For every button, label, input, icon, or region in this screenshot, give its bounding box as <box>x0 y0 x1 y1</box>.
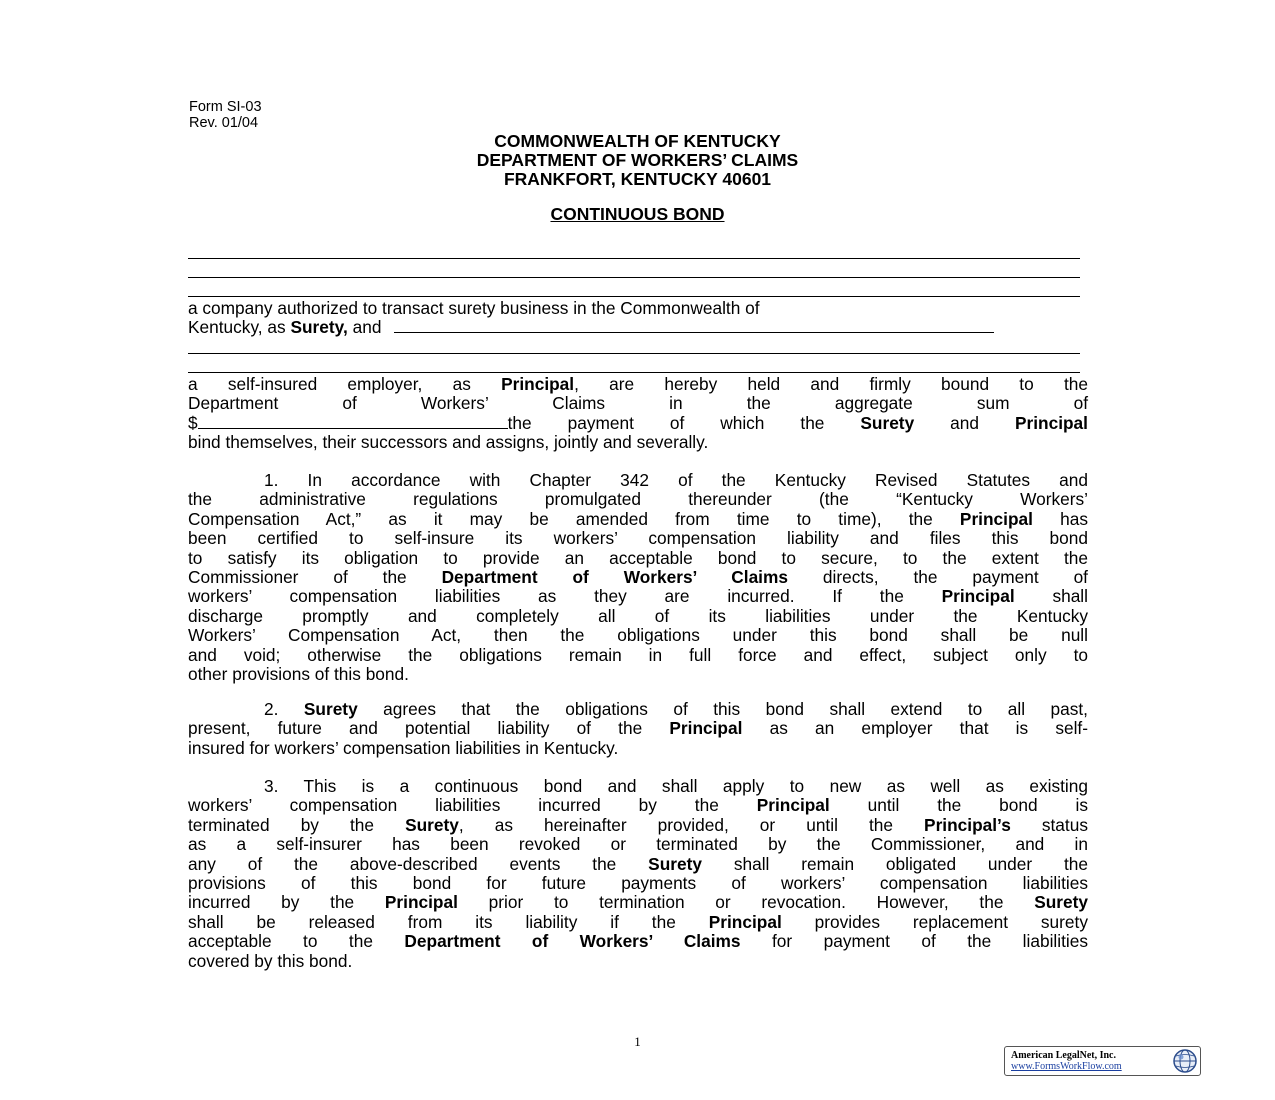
para3-text: status <box>1041 814 1088 835</box>
para3-line-7 <box>188 893 1088 912</box>
principal-name-line-1[interactable] <box>188 353 1080 354</box>
principal-clause-line-3 <box>188 414 1088 433</box>
para3-text: workers’ compensation liabilities incurred by the <box>188 795 719 816</box>
para3-line-5 <box>188 855 1088 874</box>
aggregate-sum-field[interactable] <box>198 428 508 429</box>
para2-number: 2. <box>264 699 279 719</box>
surety-name-line-2[interactable] <box>188 277 1080 278</box>
principal-term: Principal <box>756 795 830 816</box>
document-title: CONTINUOUS BOND <box>550 204 725 224</box>
para3-text: prior to termination or revocation. However, the <box>488 892 1004 913</box>
para2-line-1 <box>188 700 1088 719</box>
para1-text: shall <box>1052 586 1088 607</box>
form-revision: Rev. 01/04 <box>189 114 259 131</box>
form-number: Form SI-03 <box>189 99 262 115</box>
para3-line-9 <box>188 932 1088 951</box>
page-number: 1 <box>634 1034 641 1049</box>
para1-line-9: Workers’ Compensation Act, then the obligations under this bond shall be null <box>188 625 1088 646</box>
surety-name-line-1[interactable] <box>188 258 1080 259</box>
principal-name-field[interactable] <box>394 332 994 333</box>
surety-term: Surety, <box>290 317 348 338</box>
globe-icon <box>1172 1048 1198 1074</box>
badge-url-link[interactable]: www.FormsWorkFlow.com <box>1011 1061 1122 1072</box>
principal-clause <box>188 375 1088 453</box>
para1-line-2: the administrative regulations promulgated thereunder (the “Kentucky Workers’ <box>188 489 1088 510</box>
para3-text: for payment of the liabilities <box>771 931 1088 952</box>
para3-line-1: 3. This is a continuous bond and shall apply to new as well as existing <box>264 776 1088 796</box>
para3-line-4: as a self-insurer has been revoked or terminated by the Commissioner, and in <box>188 834 1088 855</box>
para3-line-2 <box>188 796 1088 815</box>
form-meta <box>189 100 262 131</box>
para2-text: present, future and potential liability of the <box>188 718 643 739</box>
para2-line-2 <box>188 719 1088 738</box>
para3-text: provides replacement surety <box>814 911 1088 932</box>
dollar-sign: $ <box>188 412 198 433</box>
para3-text: shall remain obligated under the <box>733 853 1088 874</box>
principal-term-2: Principal <box>1014 412 1088 433</box>
para3-text: shall be released from its liability if the <box>188 911 676 932</box>
principal-term: Principal <box>959 508 1033 529</box>
surety-term: Surety <box>303 699 358 719</box>
principal-name-line-2[interactable] <box>188 372 1080 373</box>
principal-term: Principal <box>708 911 782 932</box>
para3-text: , as hereinafter provided, or until the <box>458 814 893 835</box>
para1-text: has <box>1060 508 1088 529</box>
department-term: Department of Workers’ Claims <box>441 567 788 588</box>
principal-term: Principal <box>384 892 458 913</box>
para1-text: workers’ compensation liabilities as they are incurred. If the <box>188 586 904 607</box>
para3-text: acceptable to the <box>188 931 373 952</box>
surety-clause <box>188 299 1088 338</box>
surety-term: Surety <box>648 853 702 874</box>
legalnet-badge[interactable] <box>1004 1046 1201 1076</box>
paragraph-1 <box>188 471 1088 684</box>
heading-line-3: FRANKFORT, KENTUCKY 40601 <box>503 169 772 189</box>
paragraph-2 <box>188 700 1088 758</box>
para1-line-6 <box>188 568 1088 587</box>
para1-line-7 <box>188 587 1088 606</box>
para3-text: any of the above-described events the <box>188 853 617 874</box>
principal-term: Principal <box>669 718 743 739</box>
para1-line-5: to satisfy its obligation to provide an acceptable bond to secure, to the extent the <box>188 547 1088 568</box>
badge-company-name: American LegalNet, Inc. <box>1011 1050 1116 1061</box>
para2-text: agrees that the obligations of this bond shall extend to all past, <box>383 699 1088 719</box>
para3-line-3 <box>188 816 1088 835</box>
principal-clause-text: a self-insured employer, as <box>188 374 471 394</box>
paragraph-3 <box>188 777 1088 971</box>
para1-text: Commissioner of the <box>188 567 407 588</box>
para1-line-1: 1. In accordance with Chapter 342 of the Kentucky Revised Statutes and <box>264 470 1088 490</box>
para3-text: until the bond is <box>867 795 1088 816</box>
para1-line-10: and void; otherwise the obligations remain in full force and effect, subject only to <box>188 644 1088 665</box>
para1-text: directs, the payment of <box>822 567 1088 588</box>
surety-term-2: Surety <box>860 412 915 433</box>
and-text-2: and <box>950 412 979 433</box>
para1-line-11: other provisions of this bond. <box>188 664 409 685</box>
para2-line-3: insured for workers’ compensation liabilities in Kentucky. <box>188 737 619 758</box>
para3-line-6: provisions of this bond for future payments of workers’ compensation liabilities <box>188 873 1088 894</box>
surety-clause-text: Kentucky, as <box>188 317 286 338</box>
principal-clause-line-4: bind themselves, their successors and assigns, jointly and severally. <box>188 432 709 453</box>
surety-clause-line-2 <box>188 318 1088 337</box>
principal-term: Principal <box>941 586 1015 607</box>
principal-term: Principal’s <box>924 814 1011 835</box>
surety-term: Surety <box>405 814 459 835</box>
document-heading <box>0 132 1275 189</box>
para1-line-8: discharge promptly and completely all of its liabilities under the Kentucky <box>188 605 1088 626</box>
para3-line-8 <box>188 913 1088 932</box>
surety-term: Surety <box>1034 892 1088 913</box>
surety-name-line-3[interactable] <box>188 296 1080 297</box>
para3-line-10: covered by this bond. <box>188 950 353 971</box>
para1-line-4: been certified to self-insure its workers’ compensation liability and files this bond <box>188 528 1088 549</box>
and-text: and <box>352 317 382 338</box>
para1-text: Compensation Act,” as it may be amended from time to time), the <box>188 508 933 529</box>
para3-text: terminated by the <box>188 814 375 835</box>
principal-clause-line-1 <box>188 375 1088 394</box>
para1-line-3 <box>188 510 1088 529</box>
surety-clause-line-1: a company authorized to transact surety business in the Commonwealth of <box>188 298 760 318</box>
para3-text: incurred by the <box>188 892 355 913</box>
heading-line-2: DEPARTMENT OF WORKERS’ CLAIMS <box>476 150 799 170</box>
principal-clause-text-2: , are hereby held and firmly bound to the <box>574 374 1088 394</box>
heading-line-1: COMMONWEALTH OF KENTUCKY <box>494 131 781 151</box>
principal-clause-line-2: Department of Workers’ Claims in the aggregate sum of <box>188 393 1088 414</box>
para2-text: as an employer that is self- <box>769 718 1088 739</box>
principal-term: Principal <box>501 374 575 394</box>
department-term: Department of Workers’ Claims <box>404 931 741 952</box>
principal-clause-text-3: the payment of which the <box>507 412 825 433</box>
